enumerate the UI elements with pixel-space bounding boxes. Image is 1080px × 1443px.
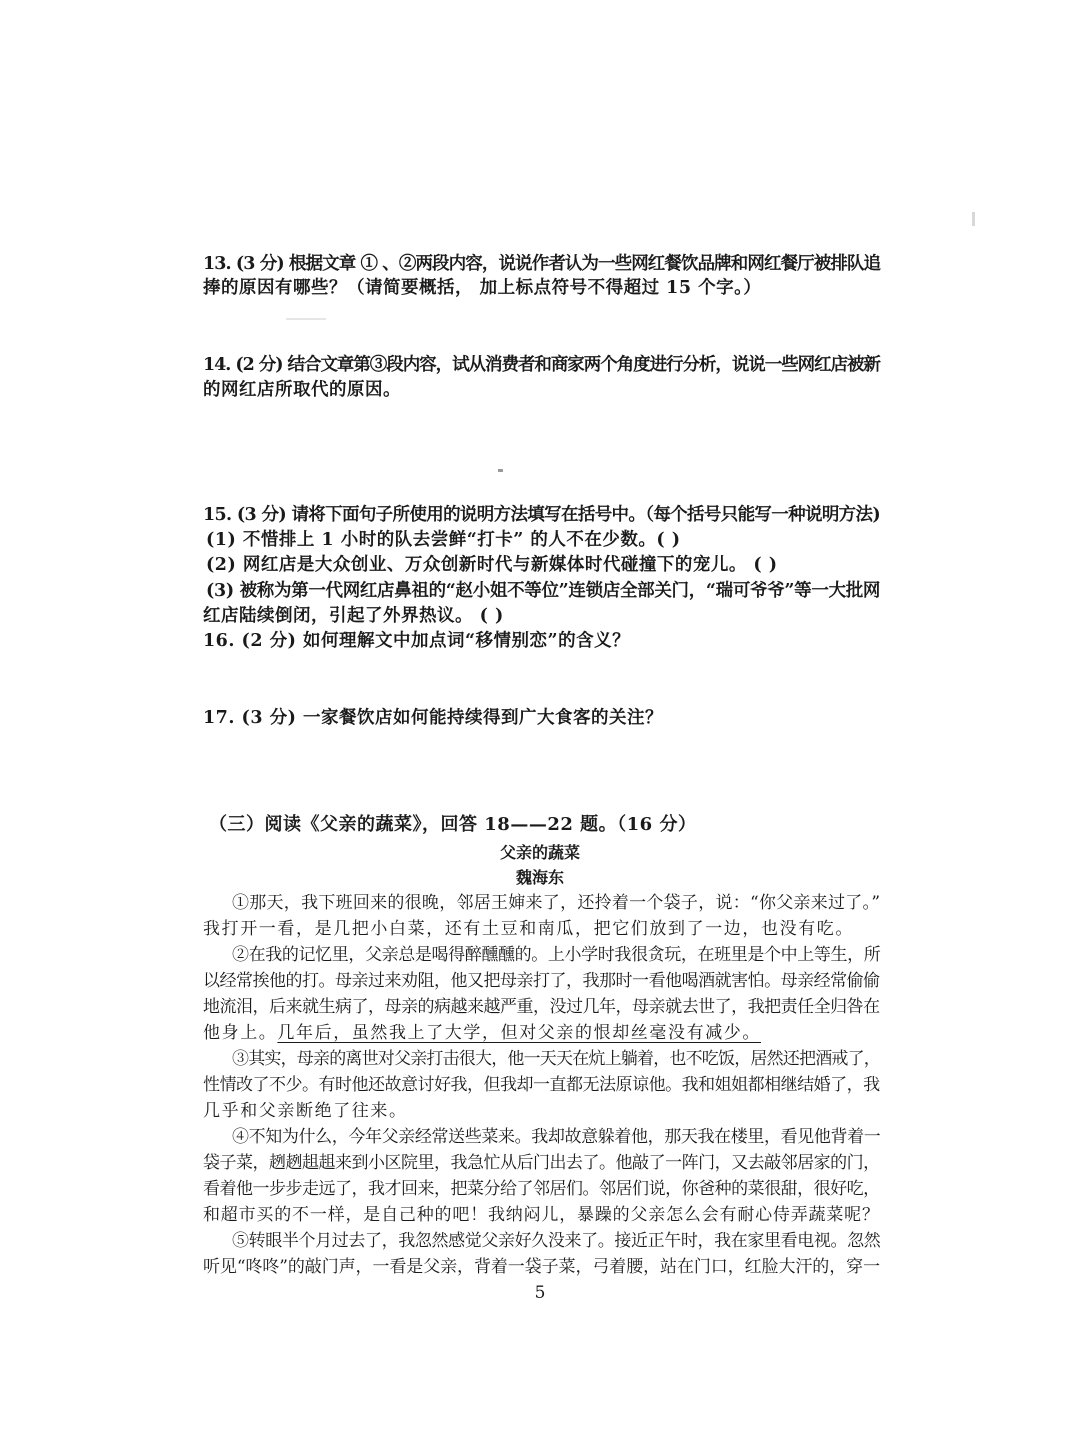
question-13-line-1: 13. (3 分) 根据文章 ① 、②两段内容，说说作者认为一些网红餐饮品牌和网红餐厅被排队追 — [203, 254, 881, 274]
article-title: 父亲的蔬菜 — [499, 843, 580, 862]
article-author: 魏海东 — [515, 868, 564, 887]
question-15-item-1: (1) 不惜排上 1 小时的队去尝鲜“打卡” 的人不在少数。( ) — [206, 530, 681, 550]
section-3-heading: （三）阅读《父亲的蔬菜》，回答 18——22 题。（16 分） — [209, 814, 697, 835]
question-15-item-2: (2) 网红店是大众创业、万众创新时代与新媒体时代碰撞下的宠儿。 ( ) — [206, 555, 778, 575]
scan-speck — [286, 318, 326, 320]
question-15-item-3-line-2: 红店陆续倒闭，引起了外界热议。 ( ) — [203, 606, 504, 626]
paragraph-3-line-3: 几乎和父亲断绝了往来。 — [203, 1101, 408, 1121]
question-16-line-1: 16. (2 分) 如何理解文中加点词“移情别恋”的含义？ — [203, 631, 631, 651]
paragraph-2-line-4-plain: 他身上。 — [203, 1023, 278, 1043]
paragraph-1-line-1: ①那天，我下班回来的很晚，邻居王婶来了，还拎着一个袋子，说：“你父亲来过了。” — [232, 893, 881, 913]
paragraph-4-line-3: 看着他一步步走远了，我才回来，把菜分给了邻居们。邻居们说，你爸种的菜很甜，很好吃， — [203, 1179, 880, 1199]
paragraph-4-line-4: 和超市买的不一样，是自己种的吧！我纳闷儿，暴躁的父亲怎么会有耐心侍弄蔬菜呢？ — [203, 1205, 880, 1225]
paragraph-2-line-2: 以经常挨他的打。母亲过来劝阻，他又把母亲打了，我那时一看他喝酒就害怕。母亲经常偷偷 — [203, 971, 880, 991]
paragraph-3-line-2: 性情改了不少。有时他还故意讨好我，但我却一直都无法原谅他。我和姐姐都相继结婚了，我 — [203, 1075, 880, 1095]
question-15-item-3-line-1: (3) 被称为第一代网红店鼻祖的“赵小姐不等位”连锁店全部关门，“瑞可爷爷”等一大批网 — [206, 581, 881, 601]
paragraph-5-line-2: 听见“咚咚”的敲门声，一看是父亲，背着一袋子菜，弓着腰，站在门口，红脸大汗的，穿一 — [203, 1257, 880, 1277]
question-17-line-1: 17. (3 分) 一家餐饮店如何能持续得到广大食客的关注？ — [203, 708, 663, 728]
paragraph-2-line-3: 地流泪，后来就生病了，母亲的病越来越严重，没过几年，母亲就去世了，我把责任全归咎在 — [203, 997, 880, 1017]
question-15-line-1: 15. (3 分) 请将下面句子所使用的说明方法填写在括号中。（每个括号只能写一种说明方法) — [203, 505, 880, 525]
paragraph-4-line-2: 袋子菜，趔趔趄趄来到小区院里，我急忙从后门出去了。他敲了一阵门，又去敲邻居家的门， — [203, 1153, 880, 1173]
paragraph-4-line-1: ④不知为什么，今年父亲经常送些菜来。我却故意躲着他，那天我在楼里，看见他背着一 — [232, 1127, 881, 1147]
paragraph-2-line-1: ②在我的记忆里，父亲总是喝得醉醺醺的。上小学时我很贪玩，在班里是个中上等生，所 — [232, 945, 881, 965]
page-number: 5 — [534, 1283, 546, 1303]
question-14-line-2: 的网红店所取代的原因。 — [203, 380, 401, 400]
underlined-sentence: 几年后，虽然我上了大学，但对父亲的恨却丝毫没有减少。 — [277, 1023, 762, 1043]
paragraph-3-line-1: ③其实，母亲的离世对父亲打击很大，他一天天在炕上躺着，也不吃饭，居然还把酒戒了， — [232, 1049, 880, 1069]
paragraph-1-line-2: 我打开一看，是几把小白菜，还有土豆和南瓜，把它们放到了一边，也没有吃。 — [203, 919, 854, 939]
scan-speck — [972, 212, 975, 226]
paragraph-5-line-1: ⑤转眼半个月过去了，我忽然感觉父亲好久没来了。接近正午时，我在家里看电视。忽然 — [232, 1231, 881, 1251]
scan-speck — [498, 469, 503, 472]
paragraph-2-line-4 — [203, 1021, 761, 1045]
question-14-line-1: 14. (2 分) 结合文章第③段内容，试从消费者和商家两个角度进行分析，说说一些网红店被新 — [203, 355, 880, 375]
question-13-line-2: 捧的原因有哪些？（请简要概括， 加上标点符号不得超过 15 个字。） — [203, 278, 762, 298]
